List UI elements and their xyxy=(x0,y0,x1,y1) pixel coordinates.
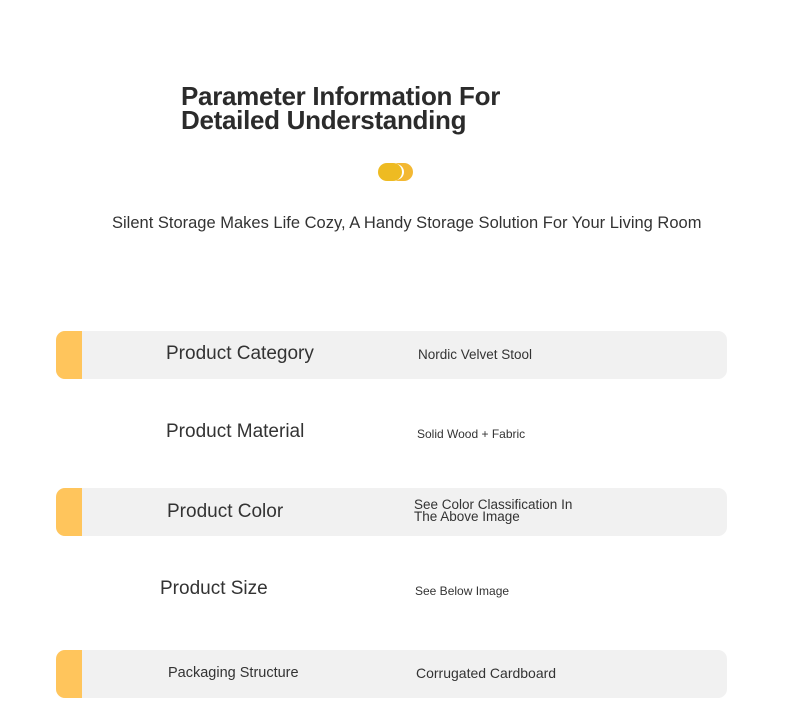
param-label-size: Product Size xyxy=(160,578,268,599)
param-row-material xyxy=(56,409,727,457)
param-value-color-line-1: See Color Classification In xyxy=(414,497,573,512)
section-subtitle: Silent Storage Makes Life Cozy, A Handy Storage Solution For Your Living Room xyxy=(112,214,702,232)
param-label-material: Product Material xyxy=(166,421,305,442)
section-title-line-2: Detailed Understanding xyxy=(181,105,467,135)
param-label-color: Product Color xyxy=(167,501,284,522)
param-value-material: Solid Wood + Fabric xyxy=(417,427,526,441)
section-title xyxy=(181,81,501,135)
param-row-size xyxy=(56,566,727,614)
section-title-line-1: Parameter Information For xyxy=(181,81,501,111)
param-value-size: See Below Image xyxy=(415,584,510,598)
param-value-packaging: Corrugated Cardboard xyxy=(416,665,557,681)
row-accent-bar xyxy=(56,488,82,536)
param-row-category xyxy=(56,331,727,379)
param-value-color-line-2: The Above Image xyxy=(414,509,520,524)
param-row-color xyxy=(56,488,727,536)
decorative-dots-icon xyxy=(378,163,418,181)
param-label-category: Product Category xyxy=(166,343,314,364)
row-accent-bar xyxy=(56,650,82,698)
param-value-category: Nordic Velvet Stool xyxy=(418,347,533,362)
param-row-packaging xyxy=(56,650,727,698)
row-accent-bar xyxy=(56,331,82,379)
param-label-packaging: Packaging Structure xyxy=(168,665,299,681)
param-value-color xyxy=(414,499,572,523)
